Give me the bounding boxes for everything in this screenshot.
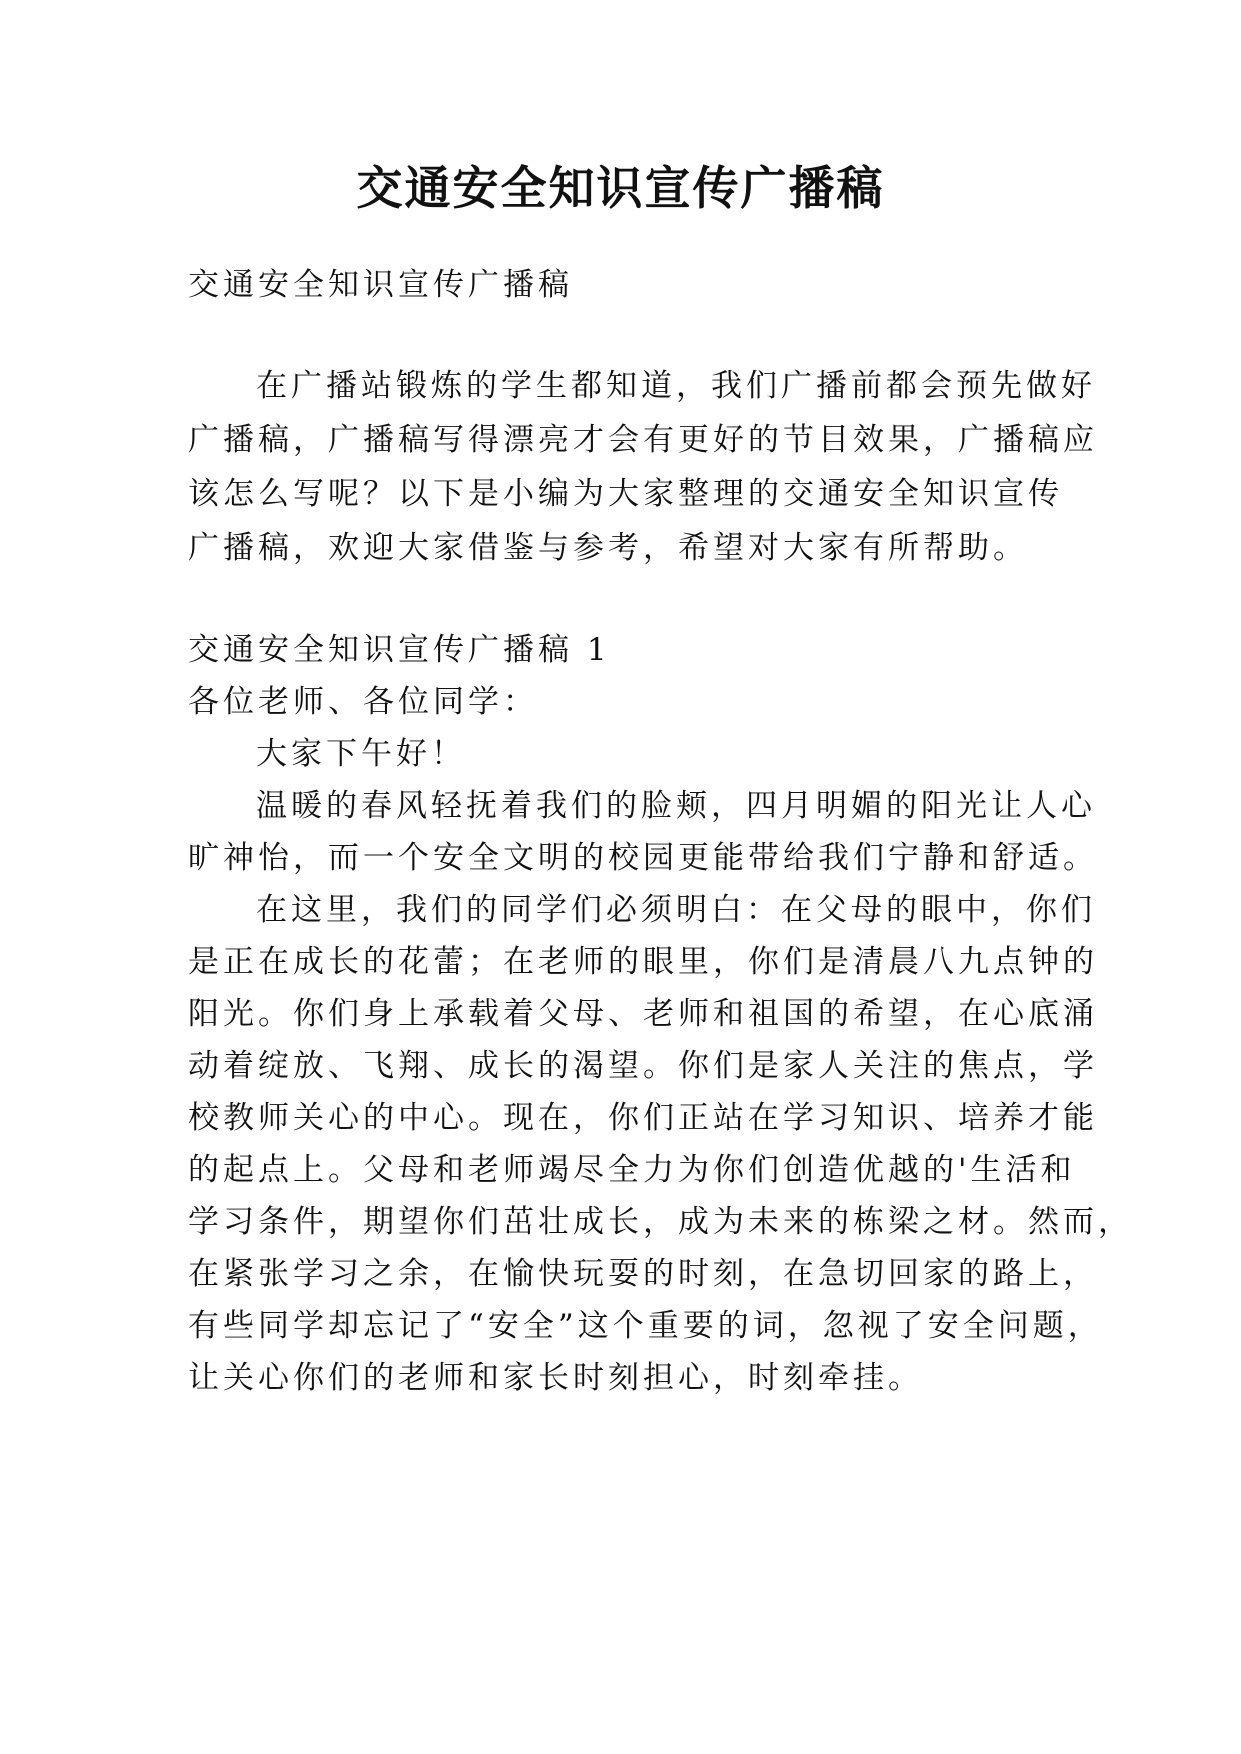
paragraph-line: 校教师关心的中心。现在，你们正站在学习知识、培养才能 <box>188 1100 1098 1136</box>
intro-line: 广播稿，广播稿写得漂亮才会有更好的节目效果，广播稿应 <box>188 422 1098 458</box>
paragraph-line: 阳光。你们身上承载着父母、老师和祖国的希望，在心底涌 <box>188 996 1098 1032</box>
paragraph-line: 让关心你们的老师和家长时刻担心，时刻牵挂。 <box>188 1360 923 1396</box>
intro-line: 该怎么写呢？以下是小编为大家整理的交通安全知识宣传 <box>188 476 1063 512</box>
section-heading: 交通安全知识宣传广播稿 1 <box>188 632 611 668</box>
paragraph-line: 在紧张学习之余，在愉快玩耍的时刻，在急切回家的路上， <box>188 1256 1098 1292</box>
paragraph-line: 有些同学却忘记了“安全”这个重要的词，忽视了安全问题， <box>188 1308 1103 1344</box>
paragraph-line: 动着绽放、飞翔、成长的渴望。你们是家人关注的焦点，学 <box>188 1048 1098 1084</box>
paragraph-line: 学习条件，期望你们茁壮成长，成为未来的栋梁之材。然而， <box>188 1204 1133 1240</box>
salutation: 各位老师、各位同学： <box>188 684 538 720</box>
intro-line: 广播稿，欢迎大家借鉴与参考，希望对大家有所帮助。 <box>188 530 1028 566</box>
paragraph-line: 是正在成长的花蕾；在老师的眼里，你们是清晨八九点钟的 <box>188 944 1098 980</box>
intro-line: 在广播站锻炼的学生都知道，我们广播前都会预先做好 <box>256 368 1096 404</box>
paragraph-line: 的起点上。父母和老师竭尽全力为你们创造优越的'生活和 <box>188 1152 1076 1188</box>
paragraph-line: 在这里，我们的同学们必须明白：在父母的眼中，你们 <box>256 892 1096 928</box>
paragraph-line: 温暖的春风轻抚着我们的脸颊，四月明媚的阳光让人心 <box>256 788 1096 824</box>
document-subtitle: 交通安全知识宣传广播稿 <box>188 267 573 303</box>
greeting: 大家下午好！ <box>256 736 466 772</box>
document-title: 交通安全知识宣传广播稿 <box>356 161 885 215</box>
paragraph-line: 旷神怡，而一个安全文明的校园更能带给我们宁静和舒适。 <box>188 840 1098 876</box>
